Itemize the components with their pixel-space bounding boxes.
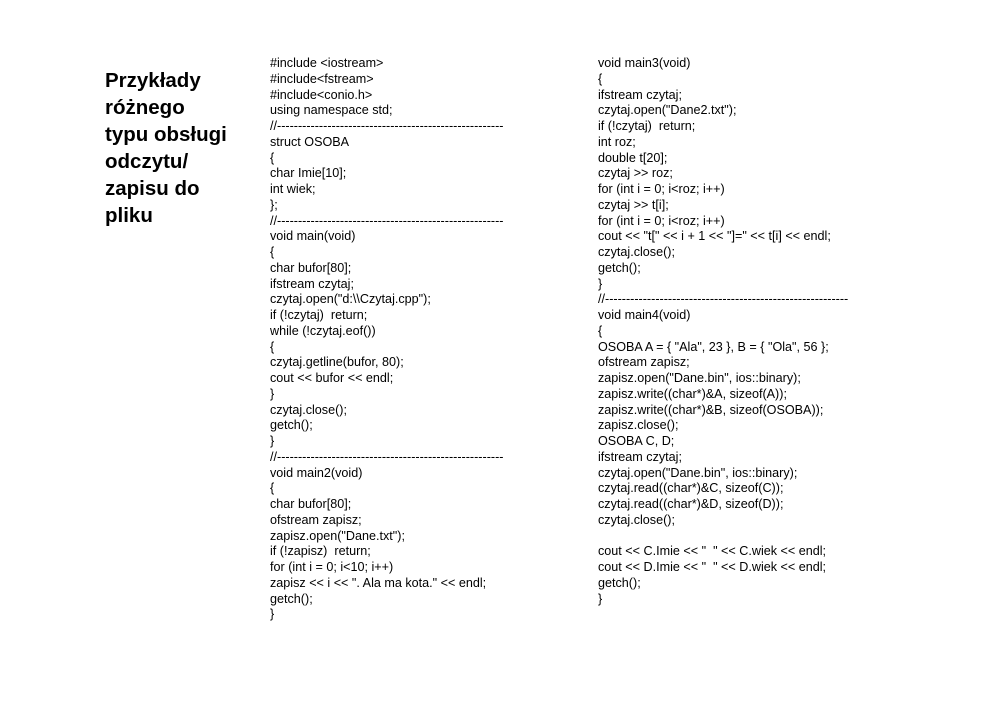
code-line: zapisz.open("Dane.txt"); (270, 528, 405, 543)
code-line: ifstream czytaj; (270, 276, 354, 291)
code-line: while (!czytaj.eof()) (270, 323, 376, 338)
code-line: //------------------------------------------------------ (270, 119, 504, 133)
code-line: //------------------------------------------------------ (270, 213, 504, 228)
code-line: } (598, 276, 603, 291)
code-line: using namespace std; (270, 103, 393, 118)
code-line: getch(); (598, 260, 641, 275)
code-line: ofstream zapisz; (598, 355, 690, 370)
code-line: czytaj >> roz; (598, 166, 673, 181)
code-line: } (270, 434, 275, 448)
code-line: cout << C.Imie << " " << C.wiek << endl; (598, 544, 827, 559)
code-line: ifstream czytaj; (598, 87, 682, 102)
code-line: int wiek; (270, 182, 316, 196)
code-line: cout << D.Imie << " " << D.wiek << endl; (598, 560, 827, 574)
code-line: zapisz.write((char*)&A, sizeof(A)); (598, 386, 787, 401)
code-line: //------------------------------------------------------ (270, 449, 504, 464)
code-line: czytaj.read((char*)&C, sizeof(C)); (598, 481, 784, 496)
code-line: ifstream czytaj; (598, 449, 682, 464)
code-line: cout << bufor << endl; (270, 371, 394, 385)
code-line: zapisz.close(); (598, 418, 679, 433)
code-line: OSOBA A = { "Ala", 23 }, B = { "Ola", 56 }; (598, 339, 829, 354)
code-line: }; (270, 197, 278, 212)
code-line: cout << "t[" << i + 1 << "]=" << t[i] << endl; (598, 229, 831, 244)
code-line: for (int i = 0; i<roz; i++) (598, 182, 725, 196)
code-line: } (270, 607, 275, 622)
code-line: #include <iostream> (270, 56, 384, 70)
code-line: if (!zapisz) return; (270, 544, 371, 559)
code-line: czytaj.open("Dane2.txt"); (598, 103, 737, 118)
code-line: czytaj.open("Dane.bin", ios::binary); (598, 465, 798, 480)
code-line: { (598, 323, 603, 338)
code-line: void main2(void) (270, 465, 363, 480)
code-line: int roz; (598, 134, 636, 149)
code-line: { (270, 481, 275, 496)
code-line: czytaj.open("d:\\Czytaj.cpp"); (270, 292, 431, 307)
code-line: } (270, 386, 275, 401)
code-line: zapisz.open("Dane.bin", ios::binary); (598, 371, 801, 385)
code-line: zapisz.write((char*)&B, sizeof(OSOBA)); (598, 402, 824, 417)
code-line: for (int i = 0; i<10; i++) (270, 560, 394, 574)
code-line: OSOBA C, D; (598, 434, 675, 448)
code-line: getch(); (598, 575, 641, 590)
code-line: void main3(void) (598, 56, 691, 70)
code-line: ofstream zapisz; (270, 512, 362, 527)
code-column-right (598, 56, 848, 607)
code-line: #include<conio.h> (270, 87, 373, 102)
code-column-left (270, 56, 503, 623)
code-line: //---------------------------------------------------------- (598, 292, 849, 307)
code-line: getch(); (270, 418, 313, 433)
code-line: if (!czytaj) return; (598, 119, 696, 133)
code-line (598, 529, 848, 545)
code-line: char Imie[10]; (270, 166, 347, 181)
code-line: double t[20]; (598, 150, 668, 165)
code-line: czytaj.getline(bufor, 80); (270, 355, 404, 370)
code-line: for (int i = 0; i<roz; i++) (598, 213, 725, 228)
code-line: { (598, 71, 603, 86)
code-line: getch(); (270, 591, 313, 606)
code-line: struct OSOBA (270, 134, 350, 149)
code-line: { (270, 150, 275, 165)
code-line: void main4(void) (598, 308, 691, 322)
code-line: czytaj.read((char*)&D, sizeof(D)); (598, 497, 784, 511)
code-line: void main(void) (270, 229, 356, 244)
code-line: char bufor[80]; (270, 497, 352, 511)
code-line: { (270, 339, 275, 354)
code-line: czytaj >> t[i]; (598, 197, 669, 212)
code-line: czytaj.close(); (598, 512, 675, 527)
code-line: char bufor[80]; (270, 260, 352, 275)
code-line: } (598, 591, 603, 606)
code-line: #include<fstream> (270, 71, 374, 86)
code-line: { (270, 245, 275, 259)
code-line: czytaj.close(); (598, 245, 675, 259)
code-line: czytaj.close(); (270, 402, 347, 417)
code-line: zapisz << i << ". Ala ma kota." << endl; (270, 575, 487, 590)
code-line: if (!czytaj) return; (270, 308, 368, 322)
slide-title: Przykłady różnego typu obsługi odczytu/ zapisu do pliku (105, 69, 227, 227)
